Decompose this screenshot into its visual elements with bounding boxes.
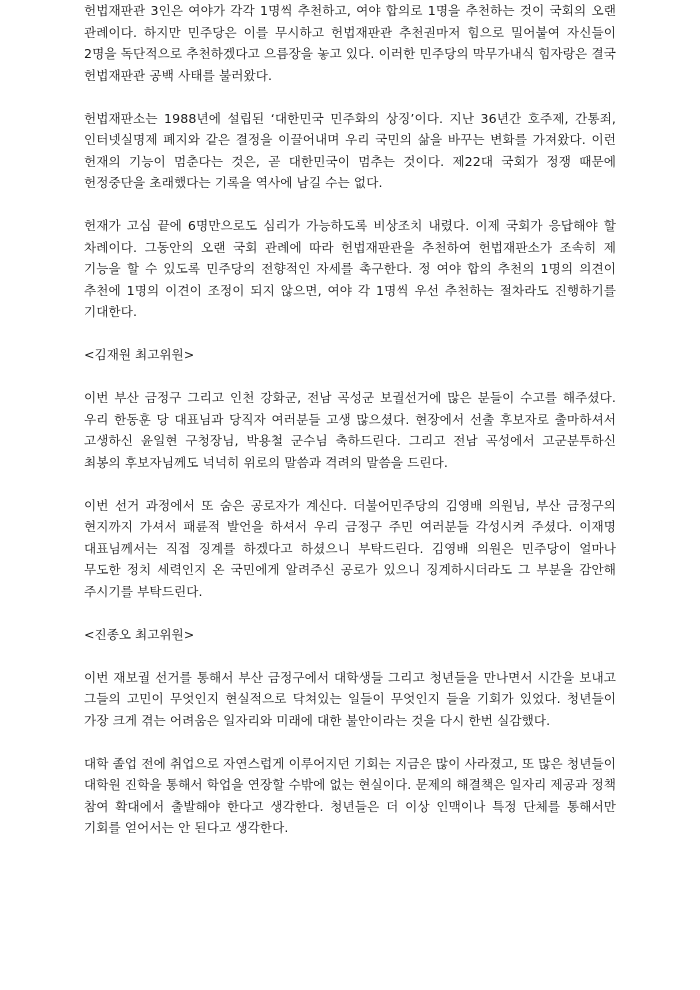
paragraph-gap bbox=[84, 731, 616, 753]
paragraph-gap bbox=[84, 194, 616, 216]
speaker-heading-jin-jongoh: <진종오 최고위원> bbox=[84, 626, 195, 642]
speaker-heading-kim-jaewon: <김재원 최고위원> bbox=[84, 347, 195, 362]
document-body bbox=[84, 0, 616, 839]
paragraph-hidden-contributor: 이번 선거 과정에서 또 숨은 공로자가 계신다. 더불어민주당의 김영배 의원님, 부산 금정구의 현지까지 가셔서 패륜적 발언을 하셔서 우리 금정구 주민 여러분들 각성시켜 주셨다. 이재명 대표님께서는 직접 징계를 하겠다고 하셨으니 부탁드린다. 김영배 의원은 민주당이 얼마나 무도한 정치 세력인지 온 국민에게 알려주신 공로가 있으니 징계하시더라도 그 부분을 감안해 주시기를 부탁드린다. bbox=[84, 497, 616, 599]
paragraph-gap bbox=[84, 602, 616, 624]
paragraph-gap bbox=[84, 645, 616, 667]
paragraph-youth-meeting: 이번 재보궐 선거를 통해서 부산 금정구에서 대학생들 그리고 청년들을 만나면서 시간을 보내고 그들의 고민이 무엇인지 현실적으로 닥쳐있는 일들이 무엇인지 들을 기회가 있었다. 청년들이 가장 크게 겪는 어려움은 일자리와 미래에 대한 불안이라는 것을 다시 한번 실감했다. bbox=[84, 669, 616, 728]
paragraph-gap bbox=[84, 473, 616, 495]
paragraph-gap bbox=[84, 366, 616, 388]
paragraph-gap bbox=[84, 86, 616, 108]
paragraph-constitutional-court-appointment: 헌법재판관 3인은 여야가 각각 1명씩 추천하고, 여야 합의로 1명을 추천하는 것이 국회의 오랜 관례이다. 하지만 민주당은 이를 무시하고 헌법재판관 추천권마저 힘으로 밀어붙여 자신들이 2명을 독단적으로 추천하겠다고 으름장을 놓고 있다. 이러한 민주당의 막무가내식 힘자랑은 결국 헌법재판관 공백 사태를 불러왔다. bbox=[84, 3, 616, 83]
paragraph-youth-employment: 대학 졸업 전에 취업으로 자연스럽게 이루어지던 기회는 지금은 많이 사라졌고, 또 많은 청년들이 대학원 진학을 통해서 학업을 연장할 수밖에 없는 현실이다. 문제의 해결책은 일자리 제공과 정책 참여 확대에서 출발해야 한다고 생각한다. 청년들은 더 이상 인맥이나 특정 단체를 통해서만 기회를 얻어서는 안 된다고 생각한다. bbox=[84, 755, 616, 835]
paragraph-emergency-measure: 헌재가 고심 끝에 6명만으로도 심리가 가능하도록 비상조치 내렸다. 이제 국회가 응답해야 할 차례이다. 그동안의 오랜 국회 관례에 따라 헌법재판관을 추천하여 헌법재판소가 조속히 제 기능을 할 수 있도록 민주당의 전향적인 자세를 촉구한다. 정 여야 합의 추천의 1명의 의견이 추천에 1명의 이견이 조정이 되지 않으면, 여야 각 1명씩 우선 추천하는 절차라도 진행하기를 기대한다. bbox=[84, 218, 616, 319]
paragraph-by-election-thanks: 이번 부산 금정구 그리고 인천 강화군, 전남 곡성군 보궐선거에 많은 분들이 수고를 해주셨다. 우리 한동훈 당 대표님과 당직자 여러분들 고생 많으셨다. 현장에서 선출 후보자로 출마하셔서 고생하신 윤일현 구청장님, 박용철 군수님 축하드린다. 그리고 전남 곡성에서 고군분투하신 최봉의 후보자님께도 넉넉히 위로의 말씀과 격려의 말씀을 드린다. bbox=[84, 390, 616, 470]
paragraph-gap bbox=[84, 323, 616, 345]
paragraph-constitutional-court-history: 헌법재판소는 1988년에 설립된 ‘대한민국 민주화의 상징’이다. 지난 36년간 호주제, 간통죄, 인터넷실명제 폐지와 같은 결정을 이끌어내며 우리 국민의 삶을 바꾸는 변화를 가져왔다. 이런 헌재의 기능이 멈춘다는 것은, 곧 대한민국이 멈추는 것이다. 제22대 국회가 정쟁 때문에 헌정중단을 초래했다는 기록을 역사에 남길 수는 없다. bbox=[84, 110, 616, 190]
